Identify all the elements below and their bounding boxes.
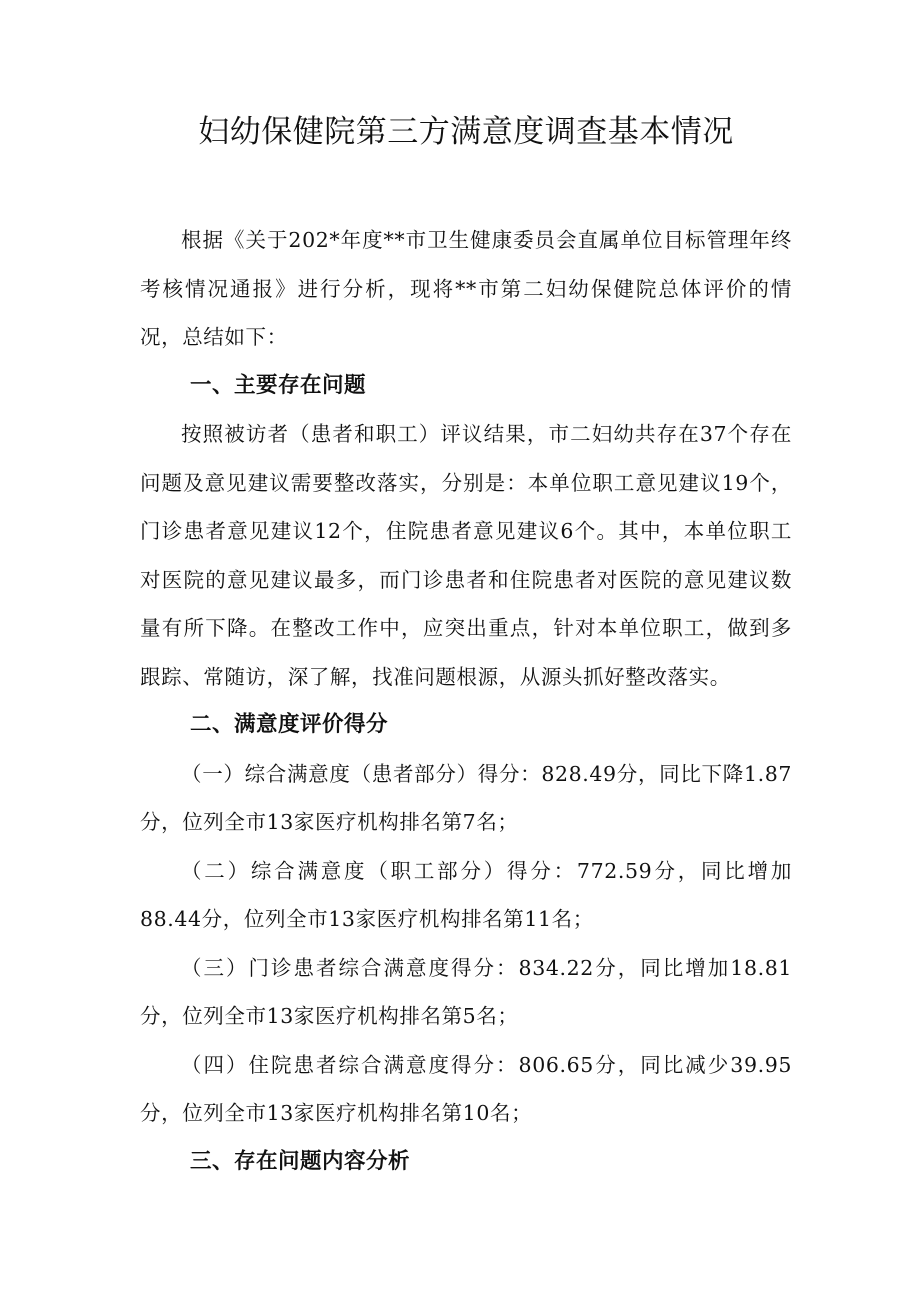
score-item-staff: （二）综合满意度（职工部分）得分：772.59分，同比增加88.44分，位列全市13家医疗机构排名第11名； [140,858,792,931]
score-item-inpatient: （四）住院患者综合满意度得分：806.65分，同比减少39.95分，位列全市13家医疗机构排名第10名； [140,1052,792,1125]
section-heading-analysis: 三、存在问题内容分析 [190,1148,411,1174]
problems-paragraph: 按照被访者（患者和职工）评议结果，市二妇幼共存在37个存在问题及意见建议需要整改落实，分别是：本单位职工意见建议19个，门诊患者意见建议12个，住院患者意见建议6个。其中，本单位职工对医院的意见建议最多，而门诊患者和住院患者对医院的意见建议数量有所下降。在整改工作中，应突出重点，针对本单位职工，做到多跟踪、常随访，深了解，找准问题根源，从源头抓好整改落实。 [140,422,792,689]
document-title: 妇幼保健院第三方满意度调查基本情况 [198,114,734,150]
score-item-outpatient: （三）门诊患者综合满意度得分：834.22分，同比增加18.81分，位列全市13家医疗机构排名第5名； [140,955,792,1028]
score-item-patients: （一）综合满意度（患者部分）得分：828.49分，同比下降1.87分，位列全市13家医疗机构排名第7名； [140,761,792,834]
section-heading-problems: 一、主要存在问题 [190,372,367,398]
section-heading-scores: 二、满意度评价得分 [190,712,389,737]
intro-paragraph: 根据《关于202*年度**市卫生健康委员会直属单位目标管理年终考核情况通报》进行分析，现将**市第二妇幼保健院总体评价的情况，总结如下： [140,228,792,349]
